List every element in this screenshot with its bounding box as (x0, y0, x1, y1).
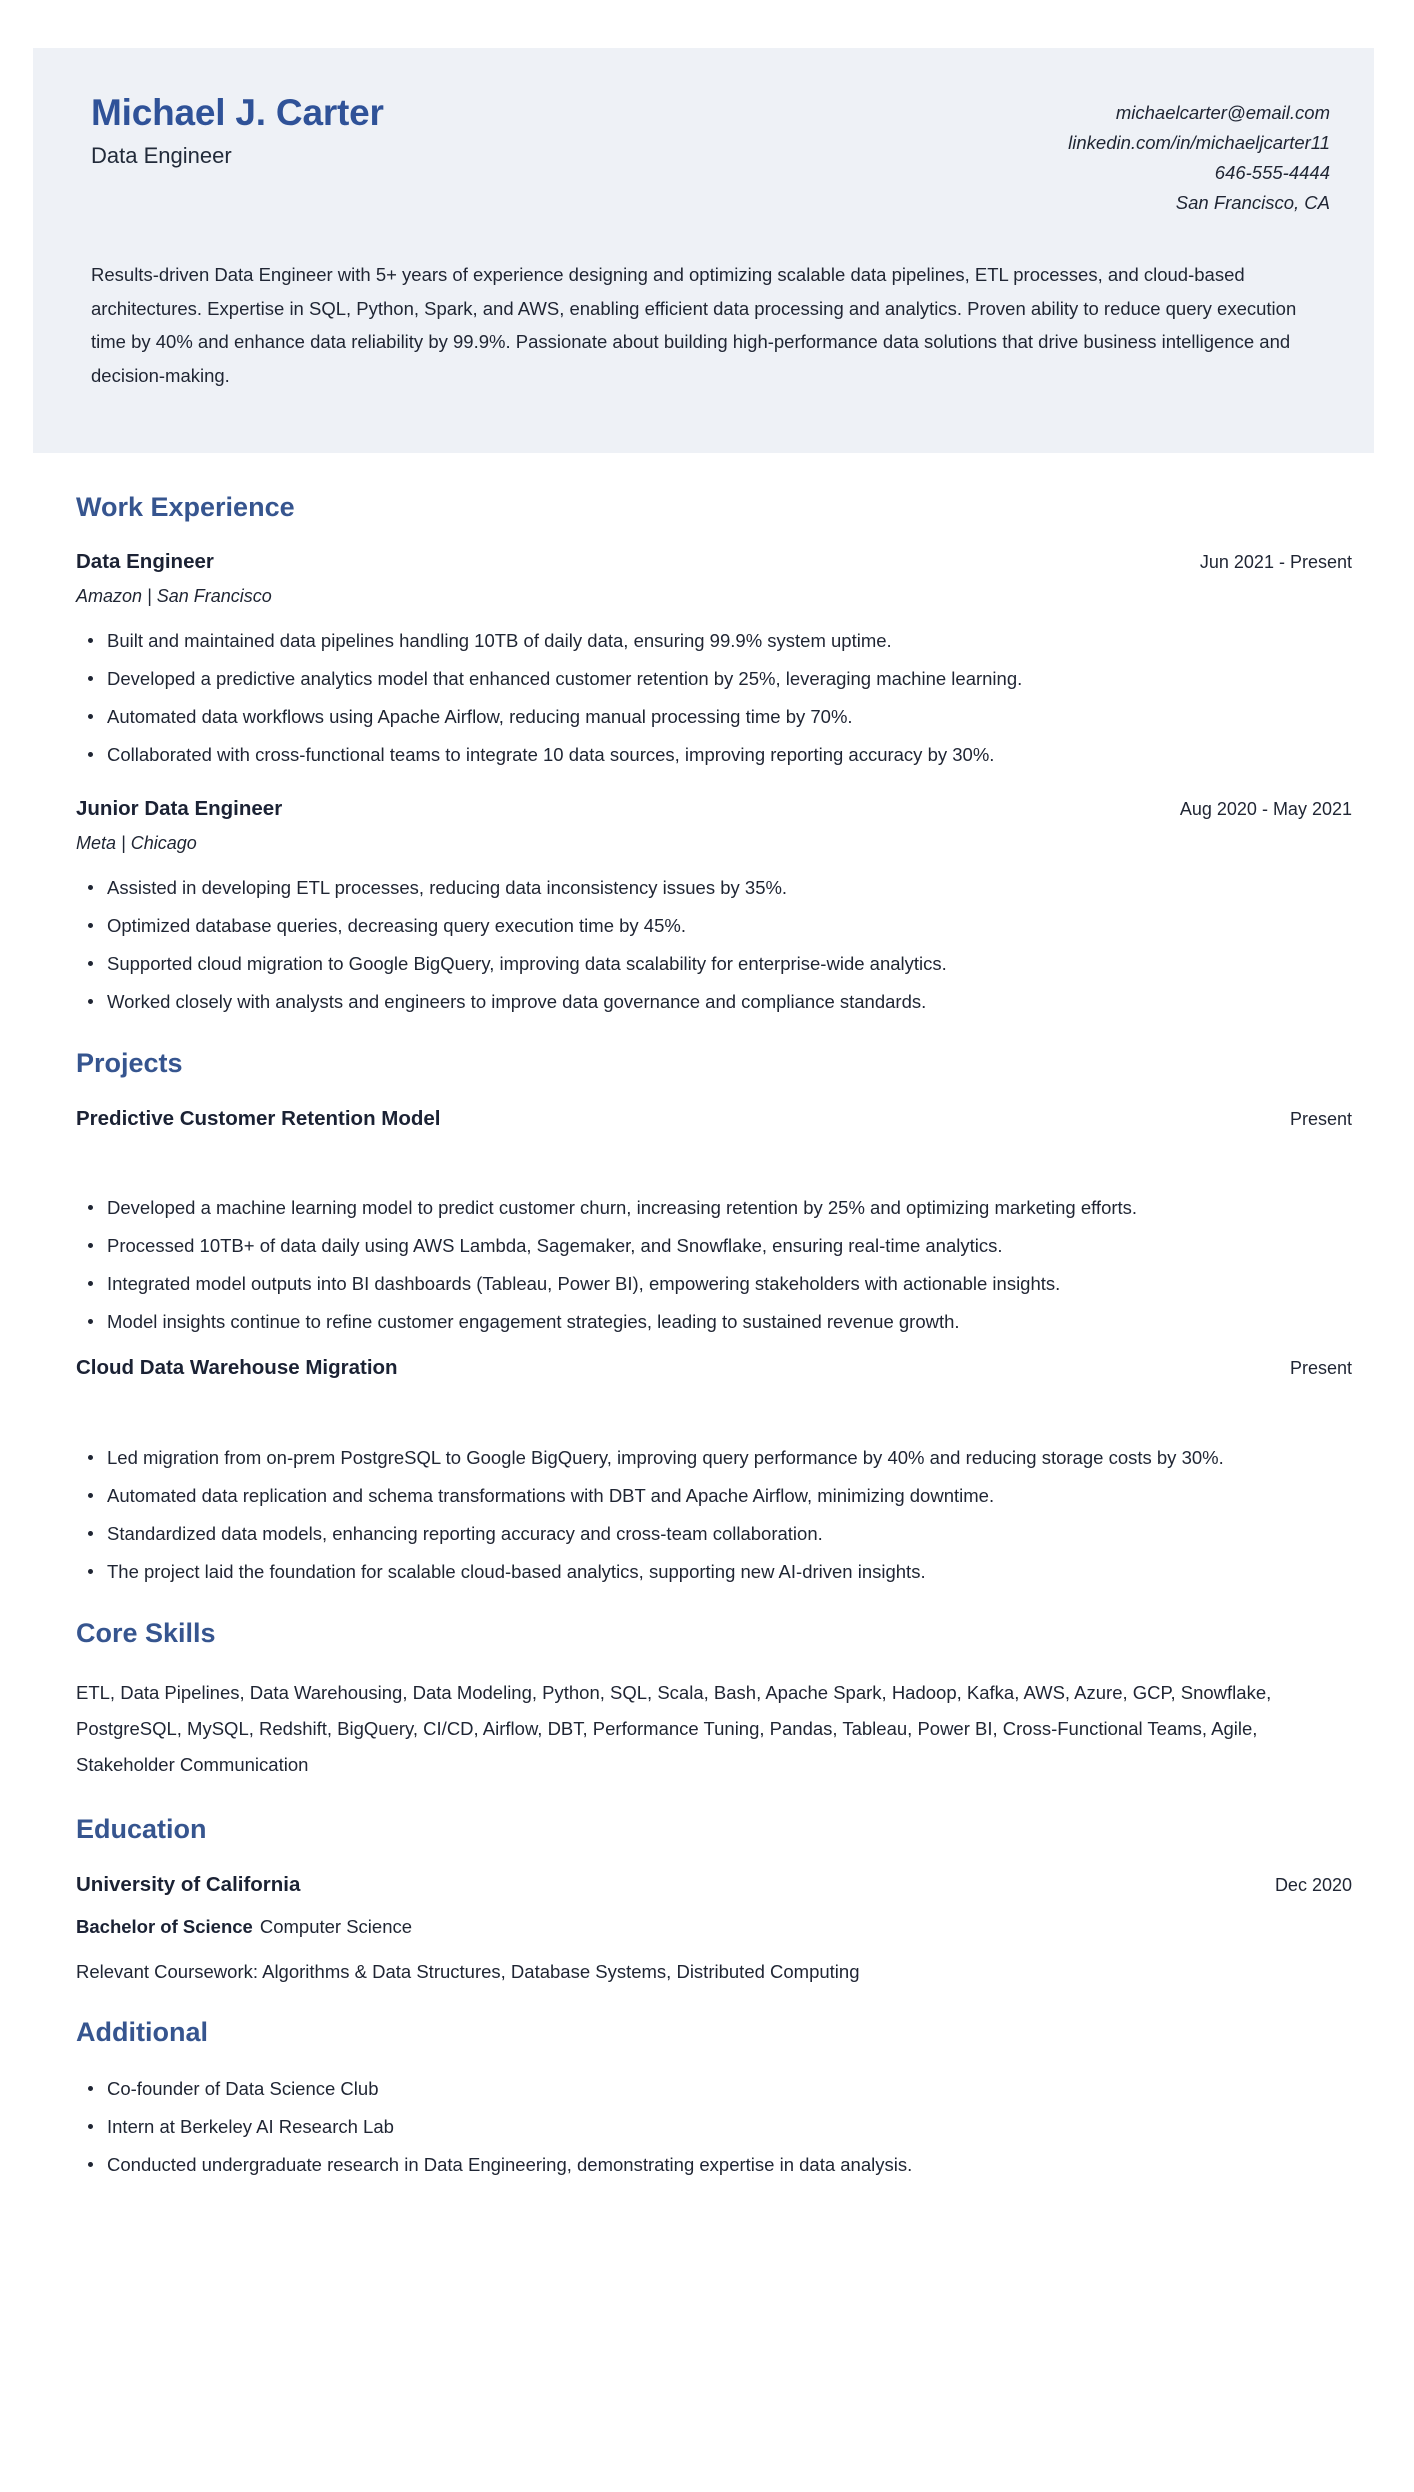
project-entry (76, 1106, 1352, 1338)
work-entry-title: Junior Data Engineer (76, 797, 283, 821)
education-entry (76, 1872, 1352, 1986)
resume-header (33, 48, 1374, 453)
project-entry (76, 1355, 1352, 1587)
work-entry-title: Data Engineer (76, 550, 214, 574)
project-entry-title: Cloud Data Warehouse Migration (76, 1356, 398, 1380)
contact-phone[interactable]: 646-555-4444 (1214, 161, 1330, 183)
project-entry-date: Present (1289, 1358, 1352, 1379)
work-entry (76, 796, 1352, 1017)
work-entry-subtitle: Amazon | San Francisco (76, 586, 272, 607)
contact-linkedin[interactable]: linkedin.com/in/michaeljcarter11 (1068, 131, 1330, 153)
full-name: Michael J. Carter (91, 92, 384, 133)
list-item: Optimized database queries, decreasing query execution time by 45%. (76, 911, 1352, 941)
education-field: Computer Science (259, 1916, 413, 1938)
section-title-additional: Additional (76, 2016, 208, 2047)
list-item: Processed 10TB+ of data daily using AWS Lambda, Sagemaker, and Snowflake, ensuring real-time analytics. (76, 1231, 1352, 1261)
work-entry-head (76, 796, 1352, 823)
section-title-education: Education (76, 1814, 207, 1845)
project-entry-title: Predictive Customer Retention Model (76, 1106, 441, 1130)
work-entry-bullets (76, 626, 1352, 770)
project-entry-date: Present (1289, 1108, 1352, 1129)
skills-list: ETL, Data Pipelines, Data Warehousing, Data Modeling, Python, SQL, Scala, Bash, Apache Spark, Hadoop, Kafka, AWS, Azure, GCP, Snowflake, PostgreSQL, MySQL, Redshift, BigQuery, CI/CD, Airflow, DBT, Performance Tuning, Pandas, Tableau, Power BI, Cross-Functional Teams, Agile, Stakeholder Communication (76, 1682, 1272, 1776)
list-item: Intern at Berkeley AI Research Lab (76, 2112, 1352, 2142)
header-top-row (91, 92, 1330, 218)
list-item: Standardized data models, enhancing reporting accuracy and cross-team collaboration. (76, 1519, 1352, 1549)
list-item: Assisted in developing ETL processes, reducing data inconsistency issues by 35%. (76, 873, 1352, 903)
project-entry-subtitle (76, 1391, 1352, 1413)
job-title: Data Engineer (91, 142, 232, 168)
identity-block (91, 92, 384, 169)
list-item: Automated data replication and schema transformations with DBT and Apache Airflow, minimizing downtime. (76, 1481, 1352, 1511)
professional-summary: Results-driven Data Engineer with 5+ years of experience designing and optimizing scalable data pipelines, ETL processes, and cloud-based architectures. Expertise in SQL, Python, Spark, and AWS, enabling efficient data processing and analytics. Proven ability to reduce query execution time by 40% and enhance data reliability by 99.9%. Passionate about building high-performance data solutions that drive business intelligence and decision-making. (91, 263, 1297, 386)
education-degree-row (76, 1914, 1352, 1940)
project-entry-head (76, 1355, 1352, 1382)
section-title-work-experience: Work Experience (76, 492, 295, 522)
resume-body (0, 491, 1414, 2180)
list-item: Built and maintained data pipelines handling 10TB of daily data, ensuring 99.9% system uptime. (76, 626, 1352, 656)
project-entry-bullets (76, 1443, 1352, 1587)
contact-block (1068, 92, 1330, 218)
resume-page (0, 48, 1414, 2492)
project-entry-subtitle (76, 1141, 1352, 1163)
list-item: Led migration from on-prem PostgreSQL to Google BigQuery, improving query performance by 40% and reducing storage costs by 30%. (76, 1443, 1352, 1473)
list-item: Conducted undergraduate research in Data Engineering, demonstrating expertise in data analysis. (76, 2150, 1352, 2180)
list-item: Developed a machine learning model to predict customer churn, increasing retention by 25% and optimizing marketing efforts. (76, 1193, 1352, 1223)
education-school: University of California (76, 1872, 301, 1896)
list-item: Integrated model outputs into BI dashboards (Tableau, Power BI), empowering stakeholders with actionable insights. (76, 1269, 1352, 1299)
work-entry-date: Jun 2021 - Present (1199, 552, 1352, 573)
work-entry-subtitle: Meta | Chicago (76, 832, 197, 853)
section-additional (76, 2016, 1352, 2180)
education-coursework: Relevant Coursework: Algorithms & Data Structures, Database Systems, Distributed Computing (76, 1961, 860, 1983)
work-entry-head (76, 549, 1352, 576)
education-entry-head (76, 1872, 1352, 1899)
list-item: The project laid the foundation for scalable cloud-based analytics, supporting new AI-driven insights. (76, 1557, 1352, 1587)
list-item: Collaborated with cross-functional teams to integrate 10 data sources, improving reporting accuracy by 30%. (76, 740, 1352, 770)
list-item: Developed a predictive analytics model that enhanced customer retention by 25%, leveraging machine learning. (76, 664, 1352, 694)
education-date: Dec 2020 (1274, 1874, 1352, 1895)
list-item: Supported cloud migration to Google BigQuery, improving data scalability for enterprise-wide analytics. (76, 949, 1352, 979)
section-title-projects: Projects (76, 1048, 183, 1079)
section-core-skills (76, 1617, 1352, 1784)
work-entry-bullets (76, 873, 1352, 1017)
list-item: Model insights continue to refine customer engagement strategies, leading to sustained revenue growth. (76, 1307, 1352, 1337)
section-projects (76, 1047, 1352, 1586)
work-entry-date: Aug 2020 - May 2021 (1179, 799, 1352, 820)
project-entry-bullets (76, 1193, 1352, 1337)
project-entry-head (76, 1106, 1352, 1133)
section-work-experience (76, 491, 1352, 1017)
list-item: Automated data workflows using Apache Airflow, reducing manual processing time by 70%. (76, 702, 1352, 732)
additional-bullets (76, 2074, 1352, 2180)
education-degree: Bachelor of Science (76, 1916, 253, 1938)
contact-email[interactable]: michaelcarter@email.com (1115, 102, 1330, 123)
section-title-core-skills: Core Skills (76, 1617, 216, 1648)
list-item: Worked closely with analysts and engineers to improve data governance and compliance standards. (76, 987, 1352, 1017)
list-item: Co-founder of Data Science Club (76, 2074, 1352, 2104)
contact-location: San Francisco, CA (1175, 191, 1330, 213)
work-entry (76, 549, 1352, 770)
section-education (76, 1813, 1352, 1986)
